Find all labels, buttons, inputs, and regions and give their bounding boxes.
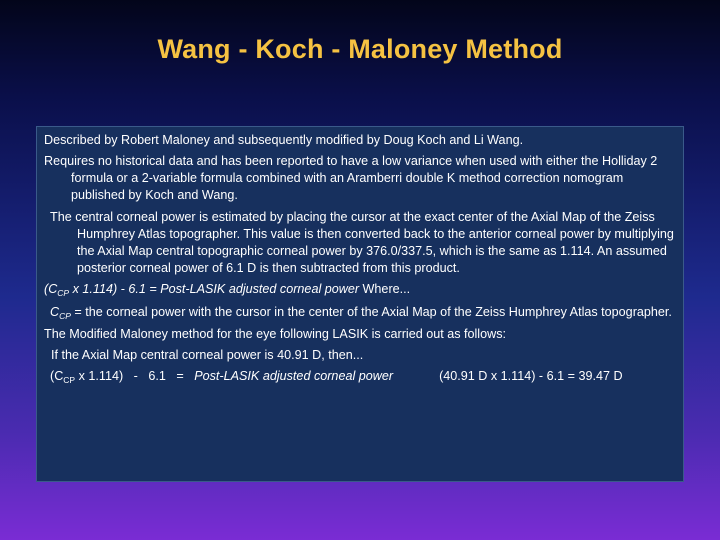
- example-formula: [44, 368, 676, 387]
- paragraph-described-by: Described by Robert Maloney and subsequently modified by Doug Koch and Li Wang.: [44, 133, 524, 147]
- formula-subscript: CP: [57, 288, 70, 298]
- example-subscript: CP: [63, 375, 76, 386]
- paragraph-central-corneal-power: The central corneal power is estimated by placing the cursor at the exact center of the Axial Map of the Zeiss Humphrey Atlas topographer. This value is then converted back to the anterior corneal power by multiplying the Axial Map central topographic corneal power by 376.0/337.5, which is the same as 1.114. An assumed posterior corneal power of 6.1 D is then subtracted from this product.: [50, 209, 674, 275]
- slide-title: Wang - Koch - Maloney Method: [157, 34, 563, 64]
- definition-ccp: [44, 304, 676, 323]
- definition-c: C: [50, 304, 60, 319]
- definition-text: = the corneal power with the cursor in the center of the Axial Map of the Zeiss Humphrey Atlas topographer.: [70, 304, 672, 319]
- formula-tail: Where...: [359, 282, 411, 296]
- paragraph-requirements: Requires no historical data and has been reported to have a low variance when used with either the Holliday 2 formula or a 2-variable formula combined with an Aramberri double K method correction nomogram published by Koch and Wang.: [44, 154, 658, 203]
- example-calculation: (40.91 D x 1.114) - 6.1 = 39.47 D: [439, 369, 623, 384]
- formula-open: (C: [44, 282, 58, 296]
- formula-line: [44, 281, 676, 300]
- paragraph-modified-method: The Modified Maloney method for the eye following LASIK is carried out as follows:: [44, 327, 507, 342]
- example-open: (C: [50, 369, 64, 384]
- content-box: [36, 126, 684, 482]
- definition-subscript: CP: [59, 310, 71, 321]
- example-italic: Post-LASIK adjusted corneal power: [194, 369, 394, 384]
- formula-text: x 1.114) - 6.1 = Post-LASIK adjusted corneal power: [69, 282, 360, 296]
- example-mid: x 1.114) - 6.1 =: [75, 369, 195, 384]
- paragraph-example-intro: If the Axial Map central corneal power is 40.91 D, then...: [51, 348, 364, 363]
